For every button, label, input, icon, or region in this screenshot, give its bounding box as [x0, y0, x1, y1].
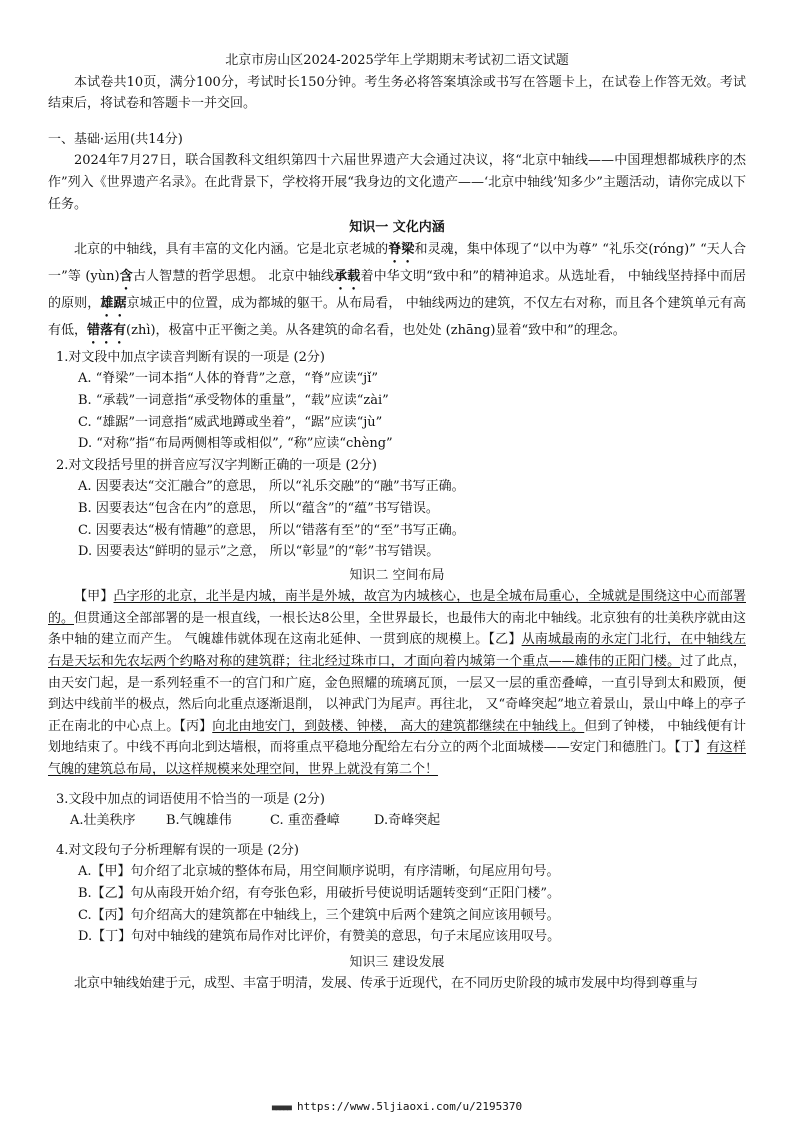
exam-title: 北京市房山区2024-2025学年上学期期末考试初二语文试题: [225, 53, 569, 68]
question-4-option: B.【乙】句从南段开始介绍，有夸张色彩，用破折号使说明话题转变到“正阳门楼”。: [78, 886, 560, 901]
question-1-option: C. “雄踞”一词意指“威武地蹲或坐着”，“踞”应读“jù”: [78, 414, 383, 430]
question-4-option: D.【丁】句对中轴线的建筑布局作对比评价，有赞美的意思，句子末尾应该用叹号。: [78, 929, 561, 945]
question-3-option: B.气魄雄伟: [166, 813, 232, 829]
question-4-stem: 4.对文段句子分析理解有误的一项是 (2分): [56, 842, 299, 858]
question-3-option: A.壮美秩序: [70, 813, 136, 829]
question-4-option: C.【丙】句介绍高大的建筑都在中轴线上，三个建筑中后两个建筑之间应该用顿号。: [78, 907, 560, 923]
footer-url-link[interactable]: https://www.5ljiaoxi.com/u/2195370: [296, 1100, 523, 1113]
question-2-option: D. 因要表达“鲜明的显示”之意， 所以“彰显”的“彰”书写错误。: [78, 544, 440, 560]
section-heading-basics: 一、基础·运用(共14分): [48, 131, 183, 147]
knowledge-1-heading: 知识一 文化内涵: [349, 220, 445, 236]
question-3-options: [48, 810, 746, 832]
question-2-option: C. 因要表达“极有情趣”的意思， 所以“错落有至”的“至”书写正确。: [78, 522, 465, 538]
marker-bing: 【丙】: [179, 718, 213, 734]
underlined-sentence-jia: 凸字形的北京，北半是内城，南半是外城，故宫为内城核心，也是全城布局重心，全城就是围绕这中心而部署的。: [48, 589, 746, 626]
dotted-word-xiongju: 雄踞: [100, 295, 127, 311]
page-footer: [0, 1100, 794, 1115]
underlined-sentence-bing: 向北由地安门，到鼓楼、钟楼， 高大的建筑都继续在中轴线上。: [212, 718, 585, 734]
knowledge-1-passage: 北京的中轴线，具有丰富的文化内涵。它是北京老城的脊梁和灵魂，集中体现了“以中为尊” “礼乐交(róng)” “天人合一”等 (yùn)含古人智慧的哲学思想。 北京中轴线承载着中华文明“致中和”的精神追求。从选址看， 中轴线坚持择中而居的原则，雄踞京城正中的位置，成为都城的躯干。从布局看， 中轴线两边的建筑，不仅左右对称，而且各个建筑单元有高有低，错落有(zhì)，极富中正平衡之美。从各建筑的命名看，也处处 (zhāng)显着“致中和”的理念。: [48, 241, 746, 338]
knowledge-2-heading: 知识二 空间布局: [349, 567, 445, 583]
dotted-word-chengzai: 承载: [334, 268, 361, 284]
section-intro: 2024年7月27日，联合国教科文组织第四十六届世界遗产大会通过决议，将“北京中轴线——中国理想都城秩序的杰作”列入《世界遗产名录》。在此背景下，学校将开展“我身边的文化遗产——‘北京中轴线’知多少”主题活动，请你完成以下任务。: [48, 153, 746, 212]
question-1-option: B. “承载”一词意指“承受物体的重量”，“载”应读“zài”: [78, 392, 389, 408]
question-2-stem: 2.对文段括号里的拼音应写汉字判断正确的一项是 (2分): [56, 457, 377, 473]
dotted-word-jiliang: 脊梁: [388, 241, 415, 257]
marker-jia: 【甲】: [74, 589, 114, 605]
question-2-option: B. 因要表达“包含在内”的意思， 所以“蕴含”的“蕴”书写错误。: [78, 500, 439, 516]
question-3-option: D.奇峰突起: [374, 813, 441, 829]
knowledge-2-passage: 【甲】凸字形的北京，北半是内城，南半是外城，故宫为内城核心，也是全城布局重心，全城就是围绕这中心而部署的。但贯通这全部部署的是一根直线，一根长达8公里，全世界最长，也最伟大的南北中轴线。北京独有的壮美秩序就由这条中轴的建立而产生。 气魄雄伟就体现在这南北延伸、一贯到底的规模上。【乙】从南城最南的永定门北行，在中轴线左右是天坛和先农坛两个约略对称的建筑群；往北经过珠市口，才面向着内城第一个重点——雄伟的正阳门楼。过了此点， 由天安门起，是一系列轻重不一的宫门和广庭，金色照耀的琉璃瓦顶，一层又一层的重峦叠嶂，一直引导到太和殿顶，便到达中线前半的极点，然后向北重点逐渐退削， 以神武门为尾声。再往北， 又“奇峰突起”地立着景山，景山中峰上的亭子正在南北的中心点上。【丙】向北由地安门，到鼓楼、钟楼， 高大的建筑都继续在中轴线上。但到了钟楼， 中轴线便有计划地结束了。中线不再向北到达墙根，而将重点平稳地分配给左右分立的两个北面城楼——安定门和德胜门。【丁】有这样气魄的建筑总布局，以这样规模来处理空间，世界上就没有第二个！: [48, 589, 746, 778]
question-3-stem: 3.文段中加点的词语使用不恰当的一项是 (2分): [56, 791, 325, 807]
question-2-option: A. 因要表达“交汇融合”的意思， 所以“礼乐交融”的“融”书写正确。: [78, 479, 465, 495]
question-3-option: C. 重峦叠嶂: [270, 813, 340, 829]
watermark-logo: ■■■■■: [271, 1103, 291, 1112]
dotted-word-han: 含: [119, 268, 133, 284]
marker-yi: 【乙】: [488, 632, 522, 648]
marker-ding: 【丁】: [674, 740, 707, 756]
knowledge-3-passage: 北京中轴线始建于元，成型、丰富于明清，发展、传承于近现代，在不同历史阶段的城市发展中均得到尊重与: [74, 976, 699, 992]
knowledge-3-heading: 知识三 建设发展: [349, 954, 445, 970]
question-1-option: A. “脊梁”一词本指“人体的脊背”之意，“脊”应读“jǐ”: [78, 371, 379, 387]
question-1-option: D. “对称”指“布局两侧相等或相似”, “称”应读“chèng”: [78, 436, 393, 452]
question-1-stem: 1.对文段中加点字读音判断有误的一项是 (2分): [56, 349, 325, 365]
question-4-option: A.【甲】句介绍了北京城的整体布局，用空间顺序说明，有序清晰，句尾应用句号。: [78, 864, 560, 880]
underlined-sentence-yi: 从南城最南的永定门北行，在中轴线左右是天坛和先农坛两个约略对称的建筑群；往北经过珠市口，才面向着内城第一个重点——雄伟的正阳门楼。: [48, 632, 746, 670]
exam-page: [48, 50, 746, 995]
exam-instructions: 本试卷共10页，满分100分，考试时长150分钟。考生务必将答案填涂或书写在答题卡上，在试卷上作答无效。考试结束后，将试卷和答题卡一并交回。: [48, 74, 746, 112]
dotted-word-cuoluoyou: 错落有: [87, 322, 127, 338]
underlined-sentence-ding: 有这样气魄的建筑总布局，以这样规模来处理空间，世界上就没有第二个！: [48, 740, 746, 778]
